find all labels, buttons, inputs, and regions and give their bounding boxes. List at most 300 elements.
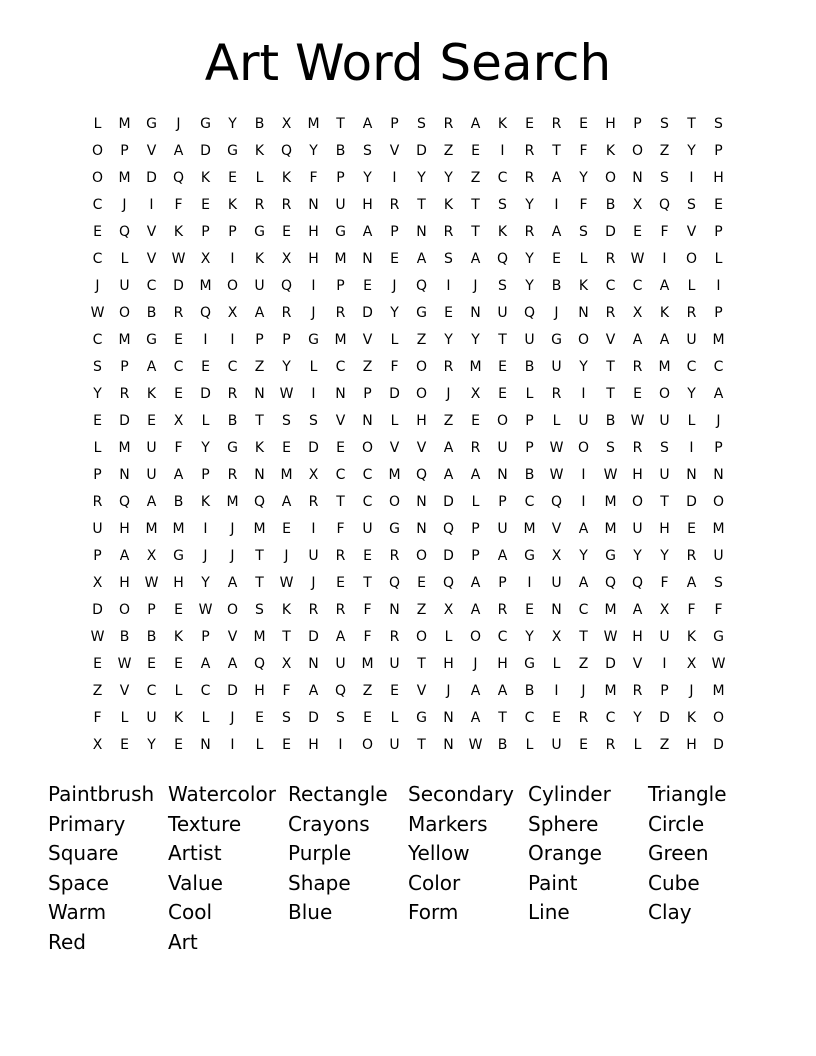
grid-letter: R [524,170,535,186]
grid-letter: C [524,710,535,726]
grid-letter: E [93,224,102,240]
grid-letter: I [554,197,559,213]
word-list-item: Triangle [648,782,727,806]
grid-letter: N [416,494,427,510]
grid-letter: O [577,332,590,348]
grid-letter: A [578,521,589,537]
grid-letter: L [552,413,561,429]
grid-letter: T [255,575,264,591]
grid-letter: Y [660,548,669,564]
grid-letter: G [254,224,265,240]
grid-letter: Y [525,251,534,267]
grid-letter: A [470,602,481,618]
grid-letter: G [146,332,157,348]
grid-letter: O [415,548,428,564]
grid-letter: U [389,737,400,753]
grid-letter: M [658,359,671,375]
grid-letter: S [579,224,588,240]
grid-letter: E [363,548,372,564]
word-list-item: Cylinder [528,782,611,806]
grid-letter: L [471,494,480,510]
grid-letter: T [336,116,345,132]
grid-letter: F [174,440,183,456]
grid-letter: W [279,575,294,591]
grid-letter: B [524,467,535,483]
grid-letter: K [254,143,265,159]
grid-letter: Y [579,170,588,186]
grid-letter: J [554,305,559,321]
grid-letter: E [282,737,291,753]
grid-letter: S [714,575,723,591]
grid-letter: B [497,737,508,753]
grid-letter: H [362,197,373,213]
grid-letter: C [146,683,157,699]
grid-letter: F [687,602,696,618]
grid-letter: N [443,737,454,753]
grid-letter: Q [442,575,455,591]
grid-letter: U [497,521,508,537]
grid-letter: C [92,251,103,267]
grid-letter: Y [363,170,372,186]
grid-letter: H [632,629,643,645]
grid-letter: C [92,332,103,348]
grid-letter: N [551,602,562,618]
grid-letter: A [200,656,211,672]
grid-letter: U [308,548,319,564]
grid-letter: W [603,467,618,483]
grid-letter: A [227,656,238,672]
grid-letter: Q [631,575,644,591]
grid-letter: D [362,305,373,321]
grid-letter: Y [579,359,588,375]
grid-letter: Z [659,737,670,753]
grid-letter: R [281,197,292,213]
grid-letter: E [552,710,561,726]
grid-letter: J [176,116,181,132]
grid-letter: L [201,710,210,726]
grid-letter: A [173,143,184,159]
word-list-item: Rectangle [288,782,388,806]
word-list-item: Artist [168,841,222,866]
grid-letter: E [714,197,723,213]
grid-letter: C [227,359,238,375]
grid-letter: E [147,413,156,429]
grid-letter: U [551,575,562,591]
grid-letter: W [630,413,645,429]
grid-letter: T [660,494,669,510]
grid-letter: S [282,710,291,726]
word-list-item: Crayons [288,811,370,836]
grid-letter: E [417,575,426,591]
grid-letter: R [389,548,400,564]
grid-letter: P [390,224,399,240]
grid-letter: X [146,548,157,564]
grid-letter: I [311,278,316,294]
grid-letter: P [228,224,237,240]
grid-letter: I [581,494,586,510]
word-list-item: Paint [528,870,578,895]
grid-letter: A [470,683,481,699]
grid-letter: K [173,629,184,645]
grid-letter: S [309,413,318,429]
word-list-item: Shape [288,870,351,895]
grid-letter: N [200,737,211,753]
grid-letter: Q [253,656,266,672]
grid-letter: Z [443,143,454,159]
grid-letter: K [254,251,265,267]
grid-letter: F [363,629,372,645]
grid-letter: B [551,278,562,294]
grid-letter: I [662,251,667,267]
word-list-item: Sphere [528,811,599,836]
grid-letter: L [255,737,264,753]
grid-letter: Z [470,170,481,186]
grid-letter: T [417,656,426,672]
grid-letter: E [579,737,588,753]
grid-letter: G [227,143,238,159]
word-list-item: Yellow [408,841,470,866]
grid-letter: A [497,548,508,564]
grid-letter: A [470,467,481,483]
grid-letter: V [335,413,346,429]
grid-letter: U [146,467,157,483]
grid-letter: D [308,710,319,726]
grid-letter: J [95,278,100,294]
grid-letter: A [578,575,589,591]
grid-letter: O [712,494,725,510]
grid-letter: A [470,116,481,132]
grid-letter: O [118,602,131,618]
grid-letter: B [146,305,157,321]
grid-letter: X [470,386,481,402]
grid-letter: R [335,602,346,618]
grid-letter: S [687,197,696,213]
grid-letter: R [173,305,184,321]
grid-letter: I [311,521,316,537]
word-list-item: Circle [648,811,705,836]
grid-letter: V [146,224,157,240]
grid-letter: K [497,116,508,132]
grid-letter: Z [362,359,373,375]
grid-letter: A [551,170,562,186]
grid-letter: E [525,116,534,132]
grid-letter: R [443,359,454,375]
grid-letter: M [253,521,266,537]
grid-letter: H [416,413,427,429]
grid-letter: T [606,359,615,375]
grid-letter: D [443,548,454,564]
grid-letter: M [469,359,482,375]
grid-letter: R [686,305,697,321]
grid-letter: F [660,575,669,591]
grid-letter: C [713,359,724,375]
grid-letter: X [632,305,643,321]
grid-letter: Y [417,170,426,186]
word-list-item: Markers [408,811,488,836]
grid-letter: K [605,143,616,159]
grid-letter: X [632,197,643,213]
grid-letter: N [308,197,319,213]
grid-letter: J [122,197,127,213]
grid-letter: I [527,575,532,591]
grid-letter: G [551,332,562,348]
grid-letter: A [632,332,643,348]
grid-letter: G [308,332,319,348]
grid-letter: A [686,575,697,591]
grid-letter: L [687,413,696,429]
grid-letter: N [308,656,319,672]
grid-letter: A [470,575,481,591]
grid-letter: G [524,656,535,672]
grid-letter: P [390,116,399,132]
grid-letter: O [685,251,698,267]
grid-letter: I [338,737,343,753]
grid-letter: Y [228,116,237,132]
grid-letter: A [146,494,157,510]
grid-letter: A [254,305,265,321]
grid-letter: J [689,683,694,699]
grid-letter: A [308,683,319,699]
grid-letter: N [632,170,643,186]
grid-letter: E [687,521,696,537]
grid-letter: Z [659,143,670,159]
grid-letter: D [173,278,184,294]
grid-letter: A [443,440,454,456]
grid-letter: H [632,467,643,483]
grid-letter: K [443,197,454,213]
grid-letter: X [200,251,211,267]
grid-letter: V [389,143,400,159]
grid-letter: O [712,710,725,726]
grid-letter: M [118,440,131,456]
grid-letter: H [254,683,265,699]
grid-letter: U [551,359,562,375]
grid-letter: P [525,440,534,456]
grid-letter: W [144,575,159,591]
grid-letter: M [712,683,725,699]
grid-letter: Y [687,386,696,402]
grid-letter: D [686,494,697,510]
grid-letter: W [90,629,105,645]
grid-letter: V [362,332,373,348]
grid-letter: D [119,413,130,429]
grid-letter: S [363,143,372,159]
grid-letter: U [92,521,103,537]
grid-letter: U [389,656,400,672]
grid-letter: A [713,386,724,402]
grid-letter: K [659,305,670,321]
grid-letter: E [282,521,291,537]
word-list-item: Red [48,929,86,954]
grid-letter: U [578,413,589,429]
grid-letter: R [605,251,616,267]
grid-letter: R [578,710,589,726]
grid-letter: O [469,629,482,645]
word-list-item: Square [48,841,119,866]
grid-letter: K [173,710,184,726]
grid-letter: K [578,278,589,294]
grid-letter: X [551,548,562,564]
grid-letter: C [632,278,643,294]
grid-letter: O [415,359,428,375]
grid-letter: J [446,386,451,402]
grid-letter: R [389,197,400,213]
grid-letter: V [146,251,157,267]
grid-letter: U [713,548,724,564]
grid-letter: J [230,521,235,537]
grid-letter: D [713,737,724,753]
grid-letter: R [470,440,481,456]
grid-letter: V [227,629,238,645]
grid-letter: X [92,737,103,753]
grid-letter: G [389,521,400,537]
grid-letter: A [659,278,670,294]
grid-letter: C [605,278,616,294]
grid-letter: F [660,224,669,240]
grid-letter: X [227,305,238,321]
grid-letter: O [91,143,104,159]
word-list-item: Cool [168,900,212,925]
grid-letter: J [203,548,208,564]
grid-letter: Y [444,170,453,186]
grid-letter: N [686,467,697,483]
grid-letter: Y [147,737,156,753]
grid-letter: F [174,197,183,213]
grid-letter: K [686,629,697,645]
grid-letter: L [552,656,561,672]
grid-letter: X [686,656,697,672]
grid-letter: C [335,467,346,483]
grid-letter: U [659,413,670,429]
grid-letter: L [633,737,642,753]
grid-letter: M [118,170,131,186]
grid-letter: S [606,440,615,456]
grid-letter: Q [280,143,293,159]
grid-letter: I [203,521,208,537]
grid-letter: G [227,440,238,456]
grid-letter: H [308,224,319,240]
grid-letter: P [714,305,723,321]
grid-letter: A [362,116,373,132]
grid-letter: X [443,602,454,618]
grid-letter: I [581,386,586,402]
grid-letter: M [712,521,725,537]
grid-letter: C [605,710,616,726]
grid-letter: C [362,467,373,483]
grid-letter: P [201,629,210,645]
grid-letter: A [416,251,427,267]
grid-letter: C [578,602,589,618]
grid-letter: X [308,467,319,483]
grid-letter: H [119,575,130,591]
grid-letter: Y [309,143,318,159]
grid-letter: A [281,494,292,510]
grid-letter: N [470,305,481,321]
grid-letter: P [255,332,264,348]
grid-letter: Q [199,305,212,321]
grid-letter: E [174,386,183,402]
grid-letter: J [230,710,235,726]
grid-letter: O [361,440,374,456]
grid-letter: B [254,116,265,132]
grid-letter: P [714,143,723,159]
grid-letter: T [606,386,615,402]
grid-letter: T [579,629,588,645]
grid-letter: X [173,413,184,429]
grid-letter: J [716,413,721,429]
grid-letter: T [417,197,426,213]
grid-letter: P [93,548,102,564]
grid-letter: U [524,332,535,348]
grid-letter: M [604,683,617,699]
grid-letter: N [443,710,454,726]
grid-letter: E [525,602,534,618]
grid-letter: T [498,710,507,726]
grid-letter: Z [416,332,427,348]
grid-letter: J [473,278,478,294]
grid-letter: J [392,278,397,294]
grid-letter: Y [282,359,291,375]
grid-letter: S [660,170,669,186]
grid-letter: K [497,224,508,240]
grid-letter: N [578,305,589,321]
grid-letter: G [146,116,157,132]
grid-letter: C [173,359,184,375]
grid-letter: P [660,683,669,699]
grid-letter: I [662,656,667,672]
grid-letter: L [309,359,318,375]
grid-letter: S [444,251,453,267]
grid-letter: V [416,683,427,699]
grid-letter: L [579,251,588,267]
grid-letter: H [497,656,508,672]
word-list-item: Line [528,900,570,925]
grid-letter: N [362,413,373,429]
grid-letter: U [497,440,508,456]
grid-letter: V [605,332,616,348]
word-list-item: Purple [288,841,352,866]
grid-letter: S [498,278,507,294]
grid-letter: A [497,683,508,699]
grid-letter: W [549,467,564,483]
grid-letter: U [335,197,346,213]
grid-letter: M [118,332,131,348]
grid-letter: M [604,521,617,537]
grid-letter: V [551,521,562,537]
grid-letter: V [146,143,157,159]
grid-letter: Q [604,575,617,591]
grid-letter: I [230,737,235,753]
grid-letter: R [605,737,616,753]
grid-letter: P [471,548,480,564]
grid-letter: H [659,521,670,537]
grid-letter: I [500,143,505,159]
grid-letter: Q [415,278,428,294]
grid-letter: U [146,710,157,726]
grid-letter: H [308,251,319,267]
grid-letter: L [390,413,399,429]
grid-letter: N [335,386,346,402]
grid-letter: L [120,710,129,726]
grid-letter: E [282,440,291,456]
grid-letter: O [631,494,644,510]
grid-letter: E [201,359,210,375]
grid-letter: H [443,656,454,672]
grid-letter: M [523,521,536,537]
grid-letter: Q [118,494,131,510]
grid-letter: U [659,467,670,483]
grid-letter: I [716,278,721,294]
